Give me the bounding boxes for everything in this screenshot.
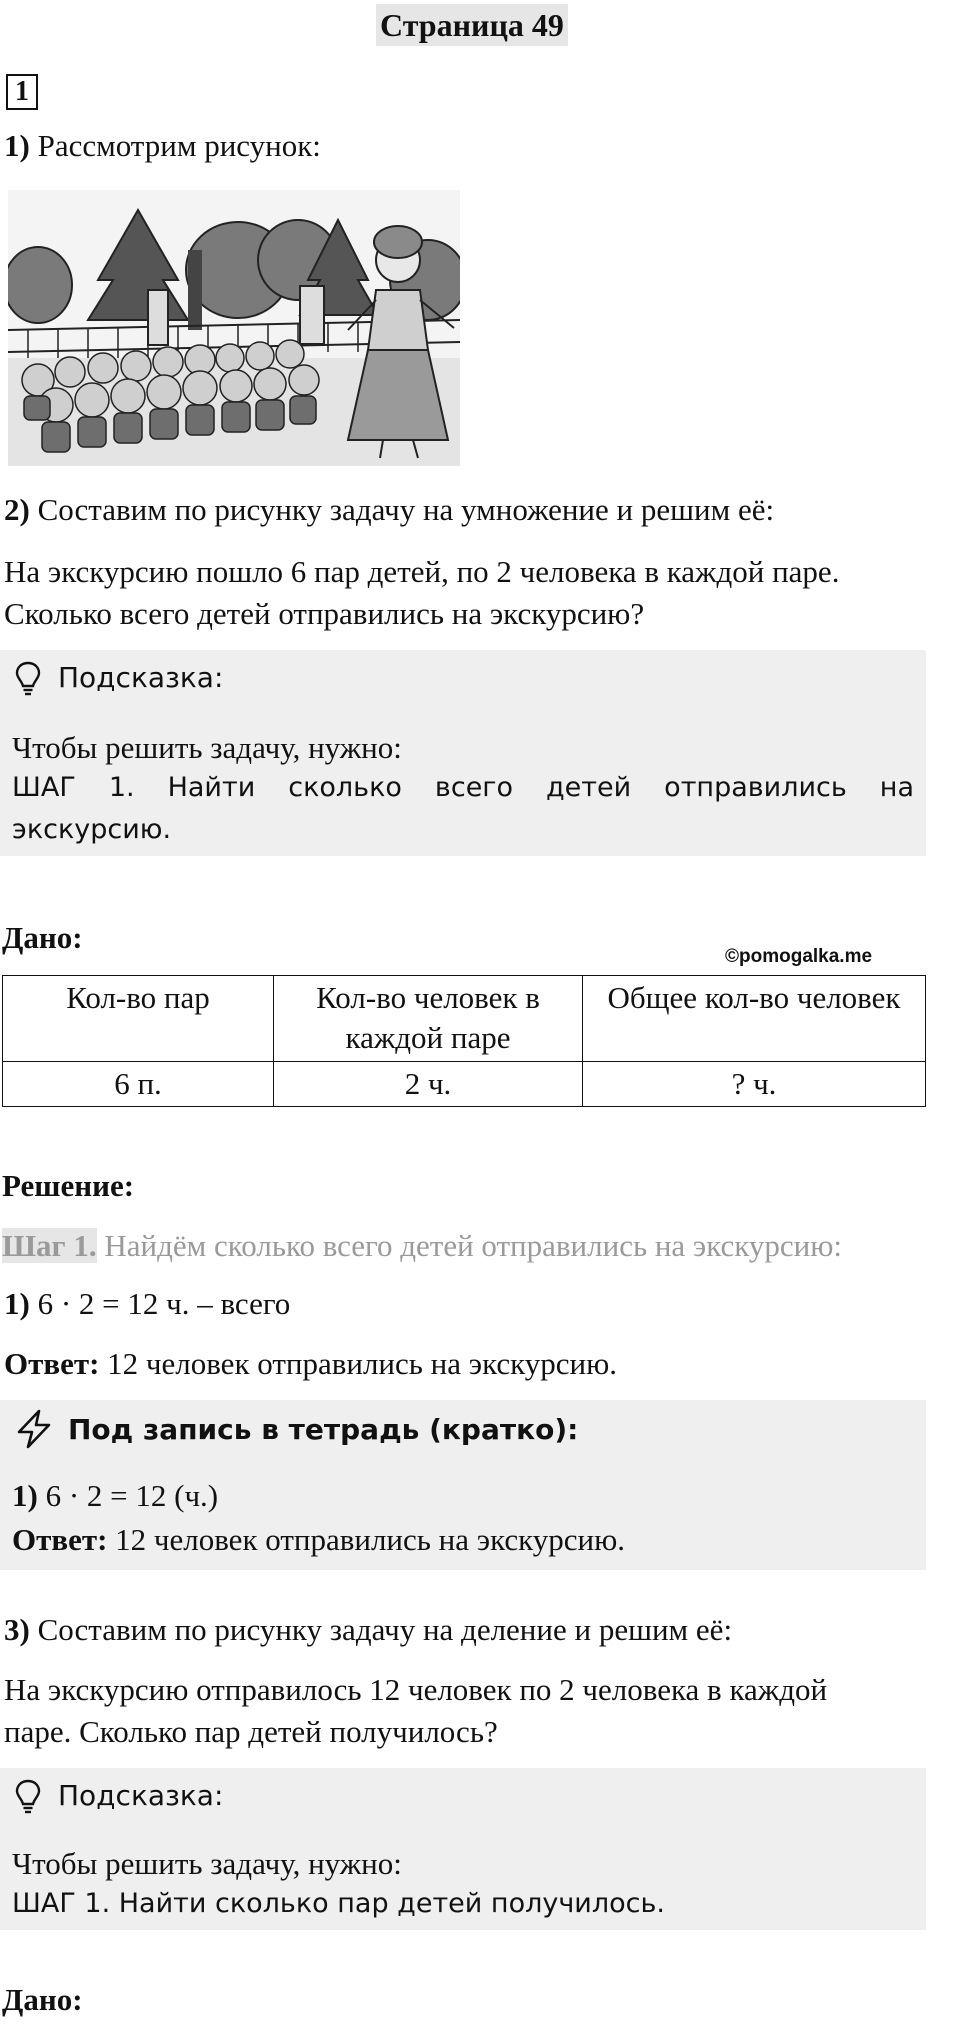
part1-number: 1) (4, 128, 30, 163)
given1-header-per-pair: Кол-во человек в каждой паре (274, 976, 583, 1062)
hint1-step-text: Найти сколько всего детей отправились на (134, 772, 914, 803)
part3-text: Составим по рисунку задачу на деление и решим её: (29, 1612, 733, 1647)
given1-header-pairs: Кол-во пар (3, 976, 274, 1062)
given1-value-per-pair: 2 ч. (274, 1062, 583, 1107)
hint1-step-line1 (12, 768, 914, 808)
notebook-answer (12, 1520, 625, 1560)
notebook-title: Под запись в тетрадь (кратко): (68, 1413, 579, 1446)
given1-table (2, 975, 926, 1107)
part3-instruction (4, 1610, 732, 1650)
part2-number: 2) (4, 492, 30, 527)
solution1-step-text: Найдём сколько всего детей отправились на экскурсию: (96, 1228, 843, 1263)
hint1-intro: Чтобы решить задачу, нужно: (12, 730, 402, 765)
hint1-step-line2: экскурсию. (12, 814, 172, 845)
excursion-illustration (8, 190, 460, 466)
part1-text: Рассмотрим рисунок: (29, 128, 321, 163)
hint2-step-label: ШАГ 1. (12, 1888, 111, 1919)
solution1-calc-number: 1) (4, 1286, 30, 1321)
solution1-answer-label: Ответ: (4, 1346, 100, 1381)
hint2-title: Подсказка: (58, 1779, 224, 1812)
lightbulb-icon (14, 660, 42, 696)
solution1-step (2, 1226, 842, 1266)
notebook-calc-number: 1) (12, 1478, 38, 1513)
given2-heading: Дано: (2, 1982, 83, 2017)
notebook-calc-text: 6 · 2 = 12 (ч.) (37, 1478, 219, 1513)
part3-problem-line2: паре. Сколько пар детей получилось? (4, 1714, 498, 1749)
part3-problem-line1: На экскурсию отправилось 12 человек по 2 человека в каждой (4, 1672, 828, 1707)
lightning-icon (14, 1408, 54, 1450)
watermark: ©pomogalka.me (725, 946, 873, 967)
given1-value-pairs: 6 п. (3, 1062, 274, 1107)
solution1-calc (4, 1284, 290, 1324)
notebook-calc (12, 1476, 218, 1516)
given1-value-total: ? ч. (583, 1062, 926, 1107)
hint2-step (12, 1884, 665, 1924)
part1-instruction (4, 126, 321, 166)
part2-text: Составим по рисунку задачу на умножение и решим её: (29, 492, 775, 527)
solution1-answer (4, 1344, 617, 1384)
part2-problem-line2: Сколько всего детей отправились на экскурсию? (4, 596, 645, 631)
part3-number: 3) (4, 1612, 30, 1647)
solution1-answer-text: 12 человек отправились на экскурсию. (99, 1346, 618, 1381)
given1-header-total: Общее кол-во человек (583, 976, 926, 1062)
task-number: 1 (6, 74, 38, 110)
hint1-step-label: ШАГ 1. (12, 772, 135, 803)
hint2-intro: Чтобы решить задачу, нужно: (12, 1846, 402, 1881)
solution1-step-label: Шаг 1. (2, 1228, 97, 1263)
part2-problem-line1: На экскурсию пошло 6 пар детей, по 2 человека в каждой паре. (4, 554, 840, 589)
solution1-heading: Решение: (2, 1168, 135, 1203)
hint2-step-text: Найти сколько пар детей получилось. (110, 1888, 665, 1919)
solution1-calc-text: 6 · 2 = 12 ч. – всего (29, 1286, 291, 1321)
part2-instruction (4, 490, 774, 530)
given1-heading: Дано: (2, 920, 83, 955)
lightbulb-icon (14, 1778, 42, 1814)
notebook-answer-label: Ответ: (12, 1522, 108, 1557)
page-title: Страница 49 (376, 4, 568, 46)
hint1-title: Подсказка: (58, 661, 224, 694)
notebook-answer-text: 12 человек отправились на экскурсию. (107, 1522, 626, 1557)
